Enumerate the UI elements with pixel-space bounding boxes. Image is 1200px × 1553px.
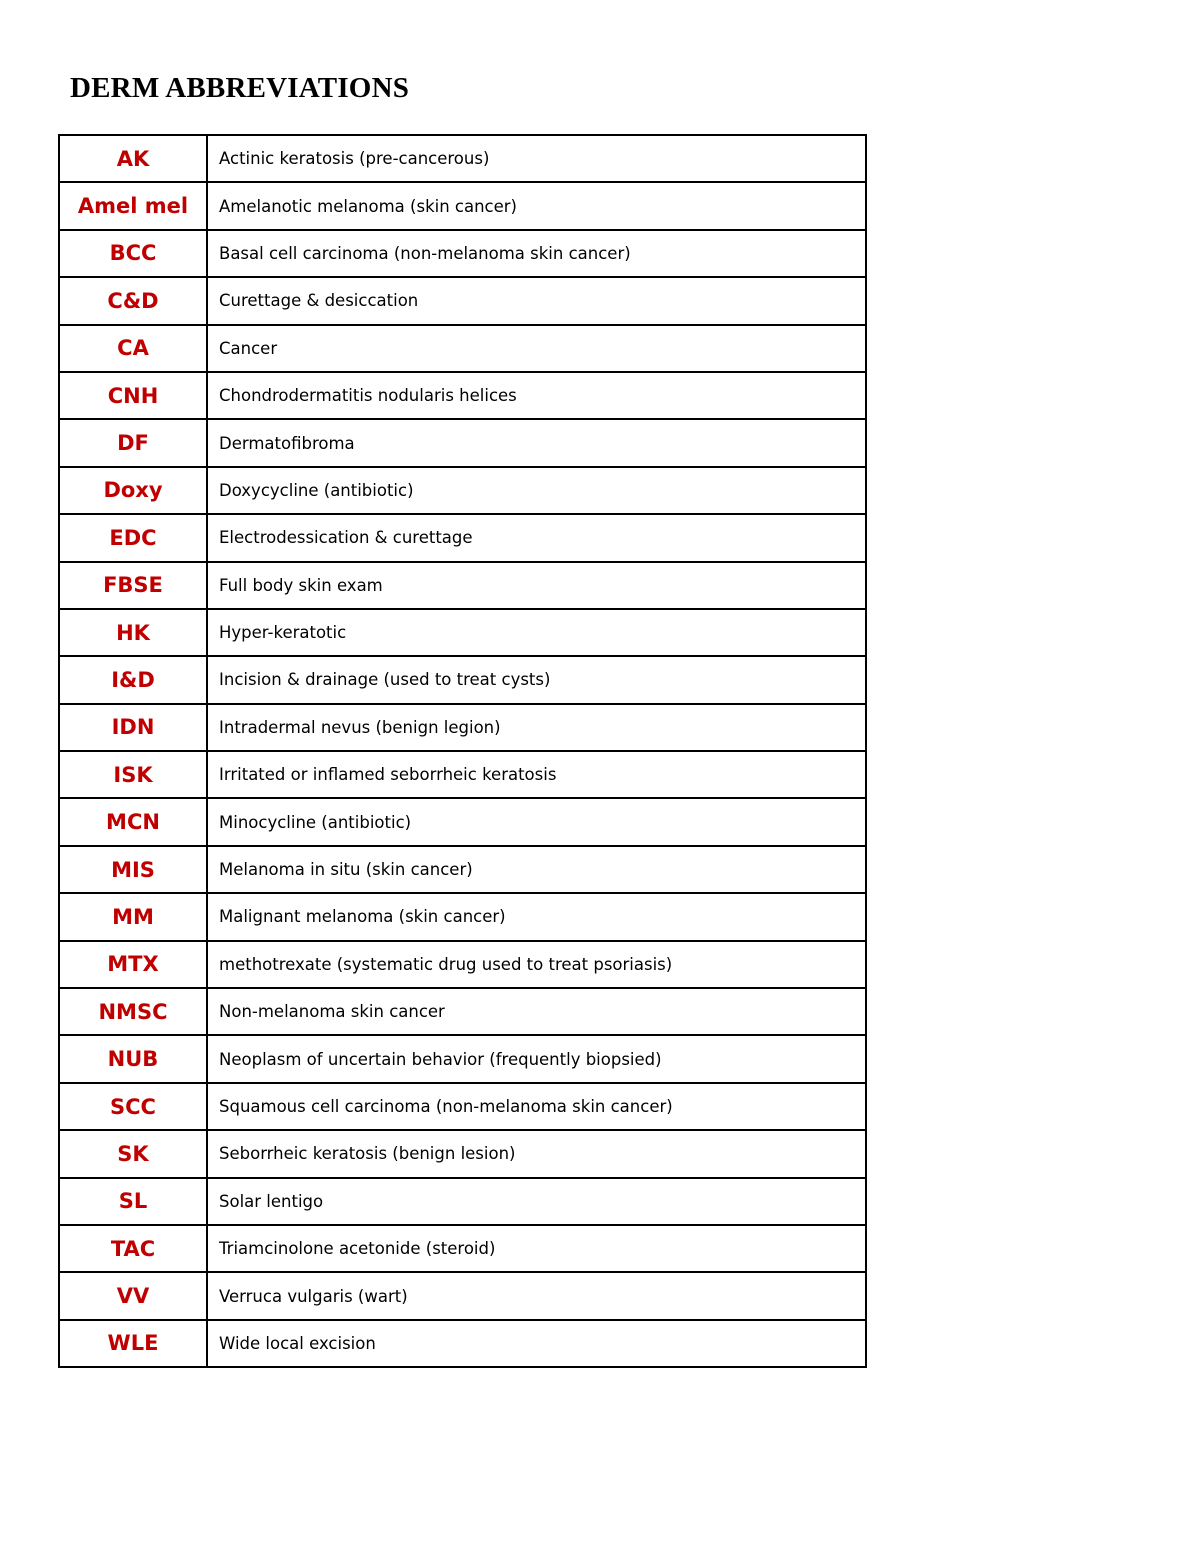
table-row bbox=[59, 562, 866, 609]
definition-cell: Cancer bbox=[207, 325, 866, 372]
definition-cell: Squamous cell carcinoma (non-melanoma skin cancer) bbox=[207, 1083, 866, 1130]
abbreviation-cell: Doxy bbox=[59, 467, 207, 514]
definition-cell: Dermatofibroma bbox=[207, 419, 866, 466]
definition-cell: Minocycline (antibiotic) bbox=[207, 798, 866, 845]
abbreviation-cell: MIS bbox=[59, 846, 207, 893]
definition-cell: Irritated or inflamed seborrheic keratosis bbox=[207, 751, 866, 798]
definition-cell: Amelanotic melanoma (skin cancer) bbox=[207, 182, 866, 229]
definition-cell: Electrodessication & curettage bbox=[207, 514, 866, 561]
abbreviation-cell: SK bbox=[59, 1130, 207, 1177]
abbreviation-cell: FBSE bbox=[59, 562, 207, 609]
abbreviation-cell: ISK bbox=[59, 751, 207, 798]
abbreviation-cell: VV bbox=[59, 1272, 207, 1319]
definition-cell: Non-melanoma skin cancer bbox=[207, 988, 866, 1035]
definition-cell: Chondrodermatitis nodularis helices bbox=[207, 372, 866, 419]
abbreviation-cell: BCC bbox=[59, 230, 207, 277]
definition-cell: Neoplasm of uncertain behavior (frequently biopsied) bbox=[207, 1035, 866, 1082]
definition-cell: Triamcinolone acetonide (steroid) bbox=[207, 1225, 866, 1272]
table-row bbox=[59, 704, 866, 751]
definition-cell: Hyper-keratotic bbox=[207, 609, 866, 656]
definition-cell: methotrexate (systematic drug used to treat psoriasis) bbox=[207, 941, 866, 988]
table-row bbox=[59, 941, 866, 988]
definition-cell: Melanoma in situ (skin cancer) bbox=[207, 846, 866, 893]
table-row bbox=[59, 182, 866, 229]
table-row bbox=[59, 751, 866, 798]
table-row bbox=[59, 1130, 866, 1177]
table-row bbox=[59, 419, 866, 466]
definition-cell: Wide local excision bbox=[207, 1320, 866, 1367]
table-row bbox=[59, 467, 866, 514]
abbreviation-cell: AK bbox=[59, 135, 207, 182]
abbreviation-cell: CA bbox=[59, 325, 207, 372]
abbreviation-cell: MM bbox=[59, 893, 207, 940]
abbreviation-cell: HK bbox=[59, 609, 207, 656]
definition-cell: Actinic keratosis (pre-cancerous) bbox=[207, 135, 866, 182]
table-row bbox=[59, 798, 866, 845]
abbreviation-cell: DF bbox=[59, 419, 207, 466]
table-row bbox=[59, 609, 866, 656]
abbreviation-cell: SL bbox=[59, 1178, 207, 1225]
abbreviation-cell: NMSC bbox=[59, 988, 207, 1035]
table-row bbox=[59, 1083, 866, 1130]
abbreviation-cell: WLE bbox=[59, 1320, 207, 1367]
table-row bbox=[59, 514, 866, 561]
table-row bbox=[59, 135, 866, 182]
table-row bbox=[59, 1178, 866, 1225]
abbreviation-cell: C&D bbox=[59, 277, 207, 324]
abbreviation-cell: SCC bbox=[59, 1083, 207, 1130]
abbreviations-table bbox=[58, 134, 867, 1368]
abbreviation-cell: TAC bbox=[59, 1225, 207, 1272]
table-row bbox=[59, 372, 866, 419]
table-row bbox=[59, 277, 866, 324]
abbreviation-cell: NUB bbox=[59, 1035, 207, 1082]
definition-cell: Solar lentigo bbox=[207, 1178, 866, 1225]
table-row bbox=[59, 1272, 866, 1319]
definition-cell: Malignant melanoma (skin cancer) bbox=[207, 893, 866, 940]
table-row bbox=[59, 1225, 866, 1272]
table-row bbox=[59, 1035, 866, 1082]
definition-cell: Intradermal nevus (benign legion) bbox=[207, 704, 866, 751]
abbreviation-cell: CNH bbox=[59, 372, 207, 419]
table-row bbox=[59, 988, 866, 1035]
table-row bbox=[59, 846, 866, 893]
abbreviations-table-body bbox=[59, 135, 866, 1367]
definition-cell: Incision & drainage (used to treat cysts) bbox=[207, 656, 866, 703]
abbreviation-cell: MCN bbox=[59, 798, 207, 845]
table-row bbox=[59, 325, 866, 372]
abbreviation-cell: I&D bbox=[59, 656, 207, 703]
abbreviation-cell: EDC bbox=[59, 514, 207, 561]
page-title: DERM ABBREVIATIONS bbox=[70, 72, 410, 104]
table-row bbox=[59, 230, 866, 277]
definition-cell: Curettage & desiccation bbox=[207, 277, 866, 324]
table-row bbox=[59, 893, 866, 940]
definition-cell: Full body skin exam bbox=[207, 562, 866, 609]
definition-cell: Doxycycline (antibiotic) bbox=[207, 467, 866, 514]
abbreviation-cell: Amel mel bbox=[59, 182, 207, 229]
abbreviation-cell: IDN bbox=[59, 704, 207, 751]
definition-cell: Basal cell carcinoma (non-melanoma skin cancer) bbox=[207, 230, 866, 277]
definition-cell: Seborrheic keratosis (benign lesion) bbox=[207, 1130, 866, 1177]
definition-cell: Verruca vulgaris (wart) bbox=[207, 1272, 866, 1319]
table-row bbox=[59, 1320, 866, 1367]
table-row bbox=[59, 656, 866, 703]
abbreviation-cell: MTX bbox=[59, 941, 207, 988]
